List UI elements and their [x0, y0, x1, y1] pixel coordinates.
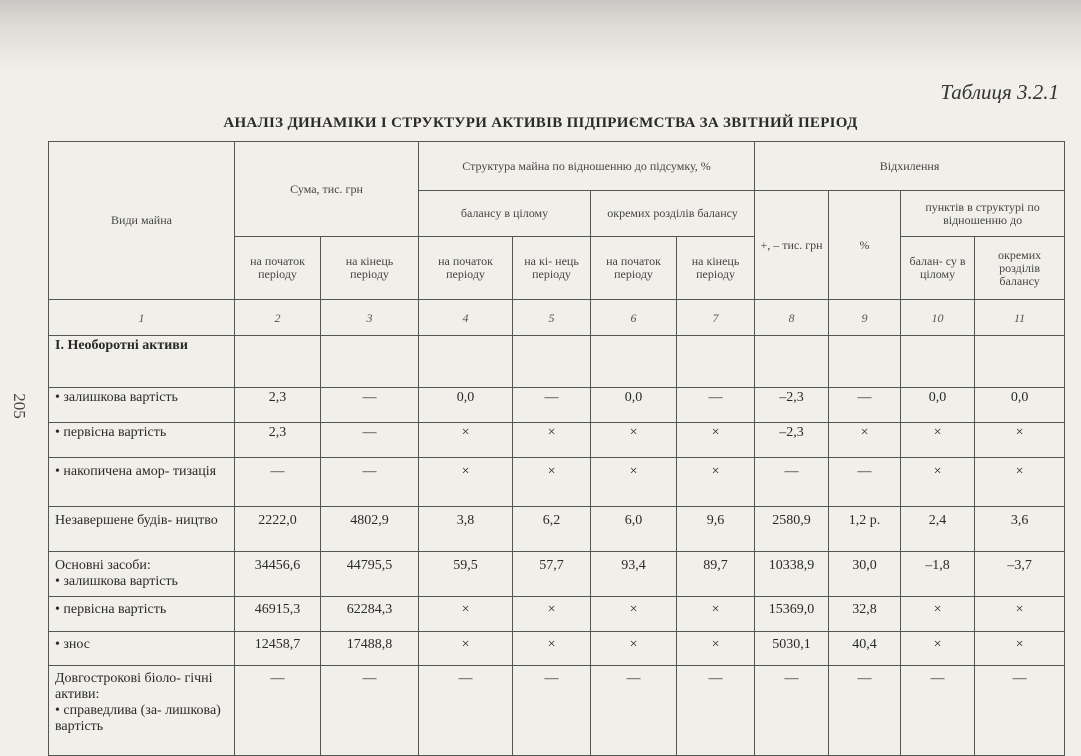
cell: 59,5: [419, 552, 513, 597]
cell: —: [321, 666, 419, 756]
cell: 89,7: [677, 552, 755, 597]
cell: 62284,3: [321, 597, 419, 632]
cell: 0,0: [901, 388, 975, 423]
cell: ×: [513, 632, 591, 666]
cell: –2,3: [755, 423, 829, 458]
cell: 0,0: [975, 388, 1065, 423]
cell: –3,7: [975, 552, 1065, 597]
cell: ×: [591, 632, 677, 666]
cell: 12458,7: [235, 632, 321, 666]
col-num: 8: [755, 300, 829, 336]
header-points: пунктів в структурі по відношенню до: [901, 191, 1065, 237]
cell: —: [321, 458, 419, 507]
header-sum: Сума, тис. грн: [235, 142, 419, 237]
cell: ×: [513, 458, 591, 507]
cell: —: [591, 666, 677, 756]
cell: ×: [829, 423, 901, 458]
cell: ×: [513, 597, 591, 632]
cell: 4802,9: [321, 507, 419, 552]
cell: —: [755, 458, 829, 507]
cell: –2,3: [755, 388, 829, 423]
cell: 0,0: [419, 388, 513, 423]
col-num: 9: [829, 300, 901, 336]
assets-table: [48, 141, 1065, 756]
cell: ×: [975, 423, 1065, 458]
cell: ×: [677, 458, 755, 507]
page-number: 205: [10, 393, 29, 419]
cell: –1,8: [901, 552, 975, 597]
cell: ×: [975, 597, 1065, 632]
cell: 30,0: [829, 552, 901, 597]
cell: ×: [419, 597, 513, 632]
header-structure: Структура майна по відношенню до підсумку, %: [419, 142, 755, 191]
cell: —: [975, 666, 1065, 756]
header-percent: %: [829, 191, 901, 300]
cell: ×: [901, 597, 975, 632]
col-num: 2: [235, 300, 321, 336]
cell: 6,2: [513, 507, 591, 552]
header-bal-start: на початок періоду: [419, 237, 513, 300]
row-label: [49, 552, 235, 597]
cell: 1,2 р.: [829, 507, 901, 552]
col-num: 10: [901, 300, 975, 336]
table-title: АНАЛІЗ ДИНАМІКИ І СТРУКТУРИ АКТИВІВ ПІДПРИЄМСТВА ЗА ЗВІТНИЙ ПЕРІОД: [223, 115, 858, 131]
cell: 3,6: [975, 507, 1065, 552]
col-num: 5: [513, 300, 591, 336]
cell: 6,0: [591, 507, 677, 552]
cell: ×: [419, 632, 513, 666]
page-top-shadow: [0, 0, 1081, 70]
cell: —: [677, 388, 755, 423]
cell: —: [321, 388, 419, 423]
cell: 40,4: [829, 632, 901, 666]
row-label-line1: Основні засоби:: [55, 558, 151, 573]
cell: 57,7: [513, 552, 591, 597]
cell: ×: [975, 458, 1065, 507]
header-types: Види майна: [49, 142, 235, 300]
table-row: [49, 632, 1065, 666]
cell: —: [677, 666, 755, 756]
cell: ×: [975, 632, 1065, 666]
cell: ×: [419, 423, 513, 458]
row-label-line1: Довгострокові біоло- гічні активи:: [55, 671, 213, 702]
table-row: [49, 423, 1065, 458]
cell: 0,0: [591, 388, 677, 423]
col-num: 1: [49, 300, 235, 336]
cell: ×: [677, 597, 755, 632]
cell: ×: [513, 423, 591, 458]
cell: —: [321, 423, 419, 458]
column-numbers-row: [49, 300, 1065, 336]
cell: —: [755, 666, 829, 756]
cell: 10338,9: [755, 552, 829, 597]
row-label-line2: • справедлива (за- лишкова) вартість: [55, 703, 221, 734]
cell: 44795,5: [321, 552, 419, 597]
cell: —: [901, 666, 975, 756]
header-bal-end: на кі- нець періоду: [513, 237, 591, 300]
row-label: • залишкова вартість: [49, 388, 235, 423]
cell: —: [829, 666, 901, 756]
cell: 17488,8: [321, 632, 419, 666]
row-label: Незавершене будів- ництво: [49, 507, 235, 552]
col-num: 6: [591, 300, 677, 336]
col-num: 4: [419, 300, 513, 336]
cell: 34456,6: [235, 552, 321, 597]
row-label: • первісна вартість: [49, 423, 235, 458]
cell: —: [829, 458, 901, 507]
header-sum-end: на кінець періоду: [321, 237, 419, 300]
cell: —: [419, 666, 513, 756]
cell: 93,4: [591, 552, 677, 597]
table-row: [49, 597, 1065, 632]
section-row: [49, 336, 1065, 388]
header-sum-start: на початок періоду: [235, 237, 321, 300]
cell: ×: [677, 632, 755, 666]
header-deviation: Відхилення: [755, 142, 1065, 191]
cell: 5030,1: [755, 632, 829, 666]
section-title: І. Необоротні активи: [49, 336, 235, 388]
row-label: • первісна вартість: [49, 597, 235, 632]
table-row: [49, 507, 1065, 552]
header-separate-sections: окремих розділів балансу: [591, 191, 755, 237]
cell: ×: [901, 458, 975, 507]
cell: 2,4: [901, 507, 975, 552]
col-num: 7: [677, 300, 755, 336]
cell: —: [235, 458, 321, 507]
cell: 32,8: [829, 597, 901, 632]
cell: 2,3: [235, 388, 321, 423]
cell: —: [513, 388, 591, 423]
row-label: [49, 666, 235, 756]
cell: ×: [591, 597, 677, 632]
col-num: 3: [321, 300, 419, 336]
header-sec-end: на кінець періоду: [677, 237, 755, 300]
cell: 2,3: [235, 423, 321, 458]
col-num: 11: [975, 300, 1065, 336]
row-label: • знос: [49, 632, 235, 666]
cell: ×: [591, 458, 677, 507]
cell: ×: [419, 458, 513, 507]
table-row: [49, 552, 1065, 597]
cell: 2580,9: [755, 507, 829, 552]
table-row: [49, 666, 1065, 756]
header-sec-start: на початок періоду: [591, 237, 677, 300]
row-label: • накопичена амор- тизація: [49, 458, 235, 507]
cell: 2222,0: [235, 507, 321, 552]
cell: 46915,3: [235, 597, 321, 632]
row-label-line2: • залишкова вартість: [55, 574, 178, 589]
header-balance-total: балансу в цілому: [419, 191, 591, 237]
cell: —: [513, 666, 591, 756]
header-plus-minus: +, – тис. грн: [755, 191, 829, 300]
cell: ×: [901, 423, 975, 458]
header-points-bal: балан- су в цілому: [901, 237, 975, 300]
cell: 9,6: [677, 507, 755, 552]
cell: 15369,0: [755, 597, 829, 632]
cell: ×: [677, 423, 755, 458]
cell: —: [829, 388, 901, 423]
table-row: [49, 458, 1065, 507]
cell: —: [235, 666, 321, 756]
cell: 3,8: [419, 507, 513, 552]
table-caption: Таблиця 3.2.1: [940, 80, 1059, 104]
header-points-sec: окремих розділів балансу: [975, 237, 1065, 300]
cell: ×: [591, 423, 677, 458]
table-row: [49, 388, 1065, 423]
cell: ×: [901, 632, 975, 666]
